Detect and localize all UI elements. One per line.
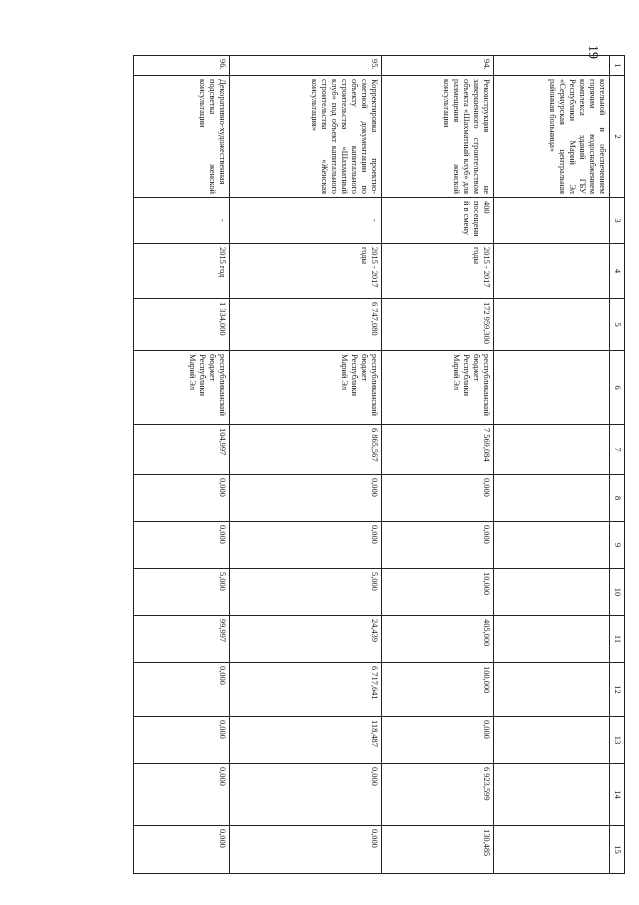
cell-value: 118,487 [230, 717, 382, 764]
cell-value: 7 569,084 [382, 425, 494, 475]
cell-estimate: 1 334,000 [134, 299, 230, 351]
column-header: 4 [610, 244, 625, 299]
cell-value [494, 569, 610, 616]
cell-value: 5,000 [230, 569, 382, 616]
cell-value: 100,000 [382, 663, 494, 717]
cell-estimate: 6 747,080 [230, 299, 382, 351]
cell-source: республиканский бюджет Республики Марий Эл [134, 351, 230, 425]
cell-value: 104,997 [134, 425, 230, 475]
cell-period [494, 244, 610, 299]
cell-capacity: - [134, 198, 230, 244]
column-header: 14 [610, 764, 625, 826]
cell-value: 0,000 [134, 475, 230, 522]
cell-value: 405,000 [382, 616, 494, 663]
column-header: 3 [610, 198, 625, 244]
cell-index: 95. [230, 56, 382, 76]
column-header: 1 [610, 56, 625, 76]
cell-value: 6 717,641 [230, 663, 382, 717]
cell-value: 0,000 [230, 764, 382, 826]
cell-value [494, 475, 610, 522]
cell-value: 0,000 [134, 663, 230, 717]
cell-period: 2015 - 2017 годы [230, 244, 382, 299]
table-row [134, 56, 230, 874]
cell-value [494, 616, 610, 663]
cell-value: 0,000 [230, 475, 382, 522]
cell-value: 6 865,567 [230, 425, 382, 475]
cell-estimate: 172 959,300 [382, 299, 494, 351]
column-header: 5 [610, 299, 625, 351]
cell-capacity: 400 посещений в смену [382, 198, 494, 244]
cell-value: 0,000 [382, 475, 494, 522]
column-header: 12 [610, 663, 625, 717]
cell-source: республиканский бюджет Республики Марий Эл [382, 351, 494, 425]
rotated-table-container [115, 55, 625, 857]
cell-capacity [494, 198, 610, 244]
cell-index: 96. [134, 56, 230, 76]
cell-value [494, 663, 610, 717]
cell-value [494, 764, 610, 826]
cell-value [494, 717, 610, 764]
cell-name: Реконструкция не завершенного строительством объекта «Шахматный клуб» для размещения женской консультации [382, 76, 494, 198]
column-header: 10 [610, 569, 625, 616]
cell-name: Декоративно-художественная подсветка женской консультации [134, 76, 230, 198]
cell-value: 0,000 [382, 522, 494, 569]
cell-value: 6 923,599 [382, 764, 494, 826]
cell-capacity: - [230, 198, 382, 244]
column-header: 13 [610, 717, 625, 764]
cell-value: 0,000 [230, 826, 382, 874]
column-header: 7 [610, 425, 625, 475]
cell-source [494, 351, 610, 425]
cell-value: 5,000 [134, 569, 230, 616]
cell-name: котельной и обеспечением горячим водоснабжением комплекса зданий ГБУ Республики Марий Эл «Сернурская центральная районная больница» [494, 76, 610, 198]
column-header: 9 [610, 522, 625, 569]
cell-value: 0,000 [134, 826, 230, 874]
table-row [382, 56, 494, 874]
cell-value: 10,000 [382, 569, 494, 616]
cell-value: 0,000 [134, 717, 230, 764]
cell-period: 2015 - 2017 годы [382, 244, 494, 299]
cell-period: 2015 год [134, 244, 230, 299]
cell-value: 0,000 [382, 717, 494, 764]
budget-table [133, 55, 625, 874]
cell-index [494, 56, 610, 76]
column-header: 15 [610, 826, 625, 874]
cell-value: 24,439 [230, 616, 382, 663]
cell-value [494, 826, 610, 874]
column-header: 11 [610, 616, 625, 663]
page-number: 19 [585, 45, 600, 59]
cell-value: 99,997 [134, 616, 230, 663]
column-header: 2 [610, 76, 625, 198]
column-header: 8 [610, 475, 625, 522]
cell-value: 130,485 [382, 826, 494, 874]
cell-value: 0,000 [134, 764, 230, 826]
cell-value: 0,000 [230, 522, 382, 569]
table-row [230, 56, 382, 874]
cell-name: Корректировка проектно-сметной документации по объекту капитального строительства «Шахматный клуб» под объект капитального строительства «Женская консультация» [230, 76, 382, 198]
cell-source: республиканский бюджет Республики Марий Эл [230, 351, 382, 425]
cell-estimate [494, 299, 610, 351]
cell-value [494, 425, 610, 475]
cell-value: 0,000 [134, 522, 230, 569]
column-header: 6 [610, 351, 625, 425]
table-row [494, 56, 610, 874]
cell-index: 94. [382, 56, 494, 76]
cell-value [494, 522, 610, 569]
table-header-row [610, 56, 625, 874]
